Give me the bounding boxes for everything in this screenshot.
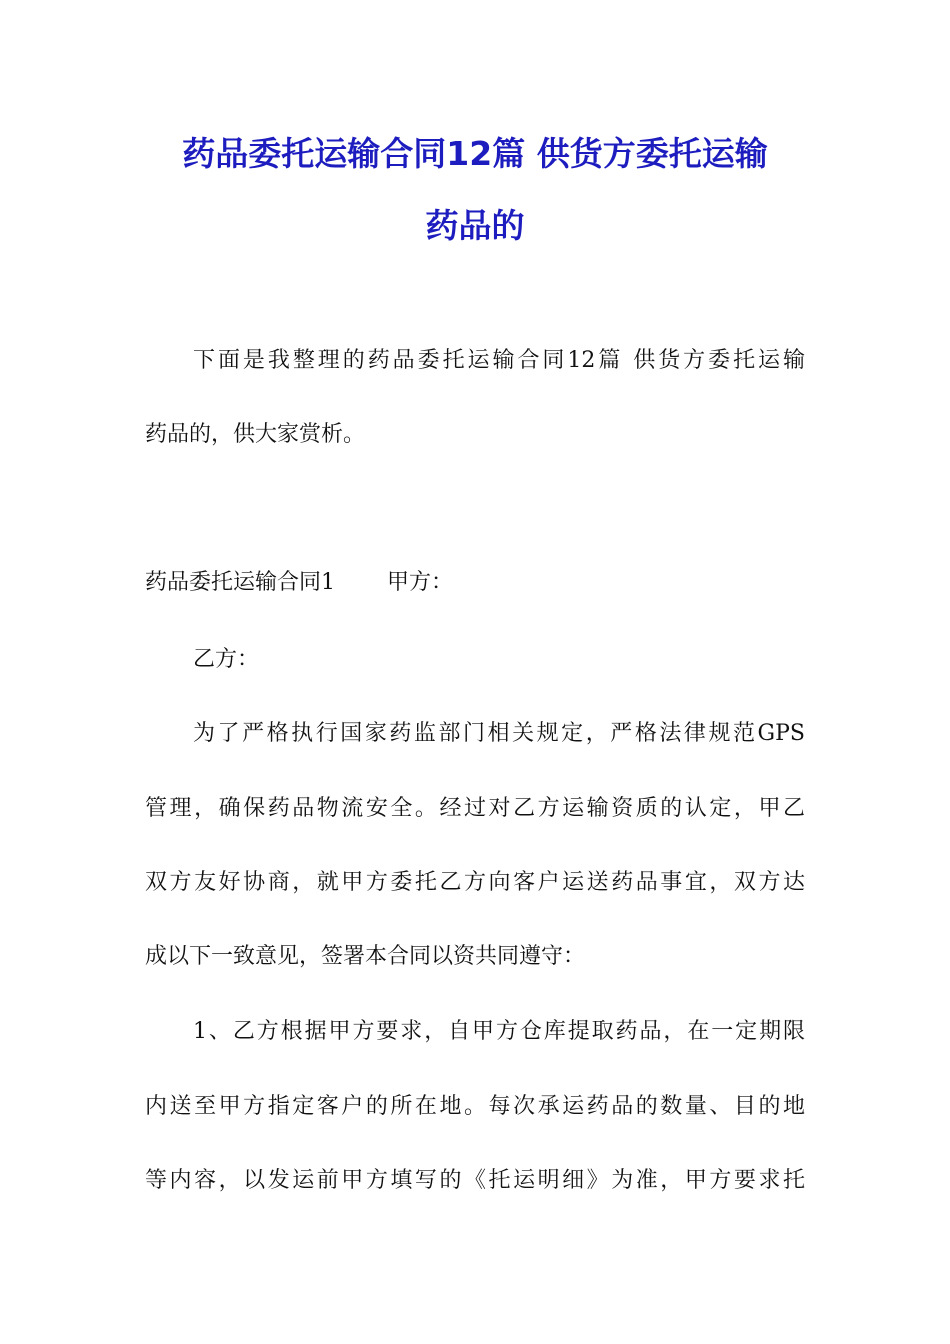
paragraph-1-line-4: 成以下一致意见，签署本合同以资共同遵守： [145, 944, 586, 969]
paragraph-2-line-1: 1、乙方根据甲方要求，自甲方仓库提取药品，在一定期限 [193, 1019, 805, 1044]
paragraph-1-line-3: 双方友好协商，就甲方委托乙方向客户运送药品事宜，双方达 [145, 870, 805, 895]
paragraph-2-line-2: 内送至甲方指定客户的所在地。每次承运药品的数量、目的地 [145, 1094, 805, 1119]
intro-line-1: 下面是我整理的药品委托运输合同12篇 供货方委托运输 [193, 348, 805, 373]
intro-line-2: 药品的，供大家赏析。 [145, 422, 366, 447]
document-title-line-1: 药品委托运输合同12篇 供货方委托运输 [182, 134, 768, 173]
paragraph-2-line-3: 等内容，以发运前甲方填写的《托运明细》为准，甲方要求托 [145, 1168, 805, 1193]
document-title-line-2: 药品的 [425, 206, 525, 245]
section-heading-row [145, 568, 805, 598]
party-a-label: 甲方： [387, 570, 454, 595]
paragraph-1-line-2: 管理，确保药品物流安全。经过对乙方运输资质的认定，甲乙 [145, 796, 805, 821]
section-heading: 药品委托运输合同1 [145, 570, 335, 595]
paragraph-1-line-1: 为了严格执行国家药监部门相关规定，严格法律规范GPS [193, 721, 805, 746]
party-b-label: 乙方： [193, 647, 260, 672]
